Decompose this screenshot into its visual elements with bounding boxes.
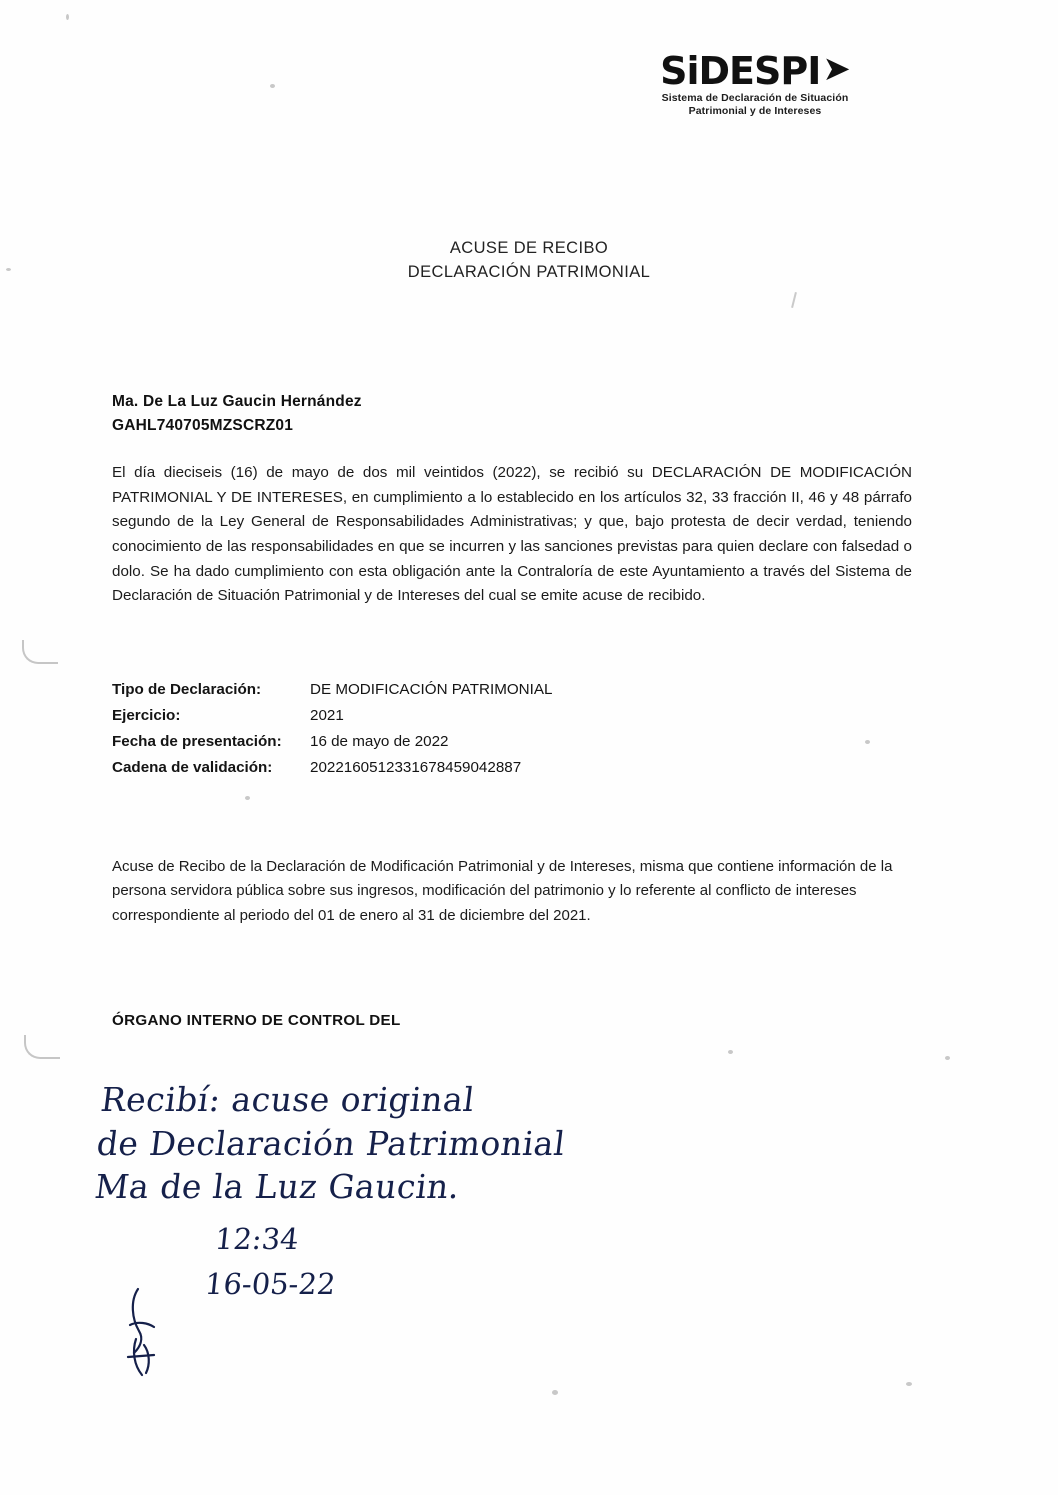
scan-speck xyxy=(865,740,870,744)
field-row xyxy=(112,707,812,724)
field-row xyxy=(112,759,812,776)
scan-speck xyxy=(945,1056,950,1060)
field-value-tipo: DE MODIFICACIÓN PATRIMONIAL xyxy=(310,681,553,698)
field-value-cadena: 2022160512331678459042887 xyxy=(310,759,522,776)
handwriting-time: 12:34 xyxy=(213,1221,301,1256)
page-edge-curl xyxy=(24,1035,60,1059)
scan-speck xyxy=(66,14,69,20)
scan-speck xyxy=(552,1390,558,1395)
internal-control-label: ÓRGANO INTERNO DE CONTROL DEL xyxy=(112,1012,401,1029)
declarant-name: Ma. De La Luz Gaucin Hernández xyxy=(112,393,362,410)
declaration-details xyxy=(112,681,812,785)
handwriting-line-2: de Declaración Patrimonial xyxy=(94,1123,568,1163)
scan-speck xyxy=(728,1050,733,1054)
logo-wordmark xyxy=(660,49,850,93)
scan-speck xyxy=(270,84,275,88)
logo-subtitle-line2: Patrimonial y de Intereses xyxy=(688,105,822,118)
sidespi-logo xyxy=(630,49,880,118)
logo-wordmark-text: SiDESPI xyxy=(660,49,821,93)
handwriting-line-3: Ma de la Luz Gaucin. xyxy=(92,1167,463,1207)
page-title-line1: ACUSE DE RECIBO xyxy=(449,239,609,257)
scan-hair xyxy=(791,292,797,308)
page-title xyxy=(0,237,1058,285)
field-row xyxy=(112,681,812,698)
signature-scribble-icon xyxy=(120,1285,180,1375)
arrow-right-icon: ➤ xyxy=(822,49,850,89)
declarant-curp: GAHL740705MZSCRZ01 xyxy=(112,417,294,435)
field-label-fecha: Fecha de presentación: xyxy=(112,733,282,750)
page-title-line2: DECLARACIÓN PATRIMONIAL xyxy=(407,262,651,281)
field-row xyxy=(112,733,812,750)
receipt-note: Acuse de Recibo de la Declaración de Modificación Patrimonial y de Intereses, misma que contiene información de la persona servidora pública sobre sus ingresos, modificación del patrimonio y lo referente al conflicto de intereses correspondiente al periodo del 01 de enero al 31 de diciembre del 2021. xyxy=(112,858,893,924)
logo-subtitle-line1: Sistema de Declaración de Situación xyxy=(661,92,849,104)
body-paragraph: El día dieciseis (16) de mayo de dos mil veintidos (2022), se recibió su DECLARACIÓN DE MODIFICACIÓN PATRIMONIAL Y DE INTERESES, en cumplimiento a lo establecido en los artículos 32, 33 fracción II, 46 y 48 párrafo segundo de la Ley General de Responsabilidades Administrativas; y que, bajo protesta de decir verdad, teniendo conocimiento de las responsabilidades en que se incurren y las sanciones previstas para quien declare con falsedad o dolo. Se ha dado cumplimiento con esta obligación ante la Contraloría de este Ayuntamiento a través del Sistema de Declaración de Situación Patrimonial y de Intereses del cual se emite acuse de recibido. xyxy=(112,464,912,605)
declarant-block xyxy=(112,390,362,438)
handwriting-line-1: Recibí: acuse original xyxy=(98,1080,477,1119)
page-edge-curl xyxy=(22,640,58,664)
field-label-tipo: Tipo de Declaración: xyxy=(112,681,262,698)
field-value-fecha: 16 de mayo de 2022 xyxy=(310,733,449,750)
field-value-ejercicio: 2021 xyxy=(310,707,344,724)
field-label-ejercicio: Ejercicio: xyxy=(112,707,181,724)
scan-speck xyxy=(245,796,250,800)
handwriting-date: 16-05-22 xyxy=(203,1267,338,1302)
scan-speck xyxy=(906,1382,912,1386)
handwritten-annotation xyxy=(92,1078,715,1304)
field-label-cadena: Cadena de validación: xyxy=(112,759,273,776)
